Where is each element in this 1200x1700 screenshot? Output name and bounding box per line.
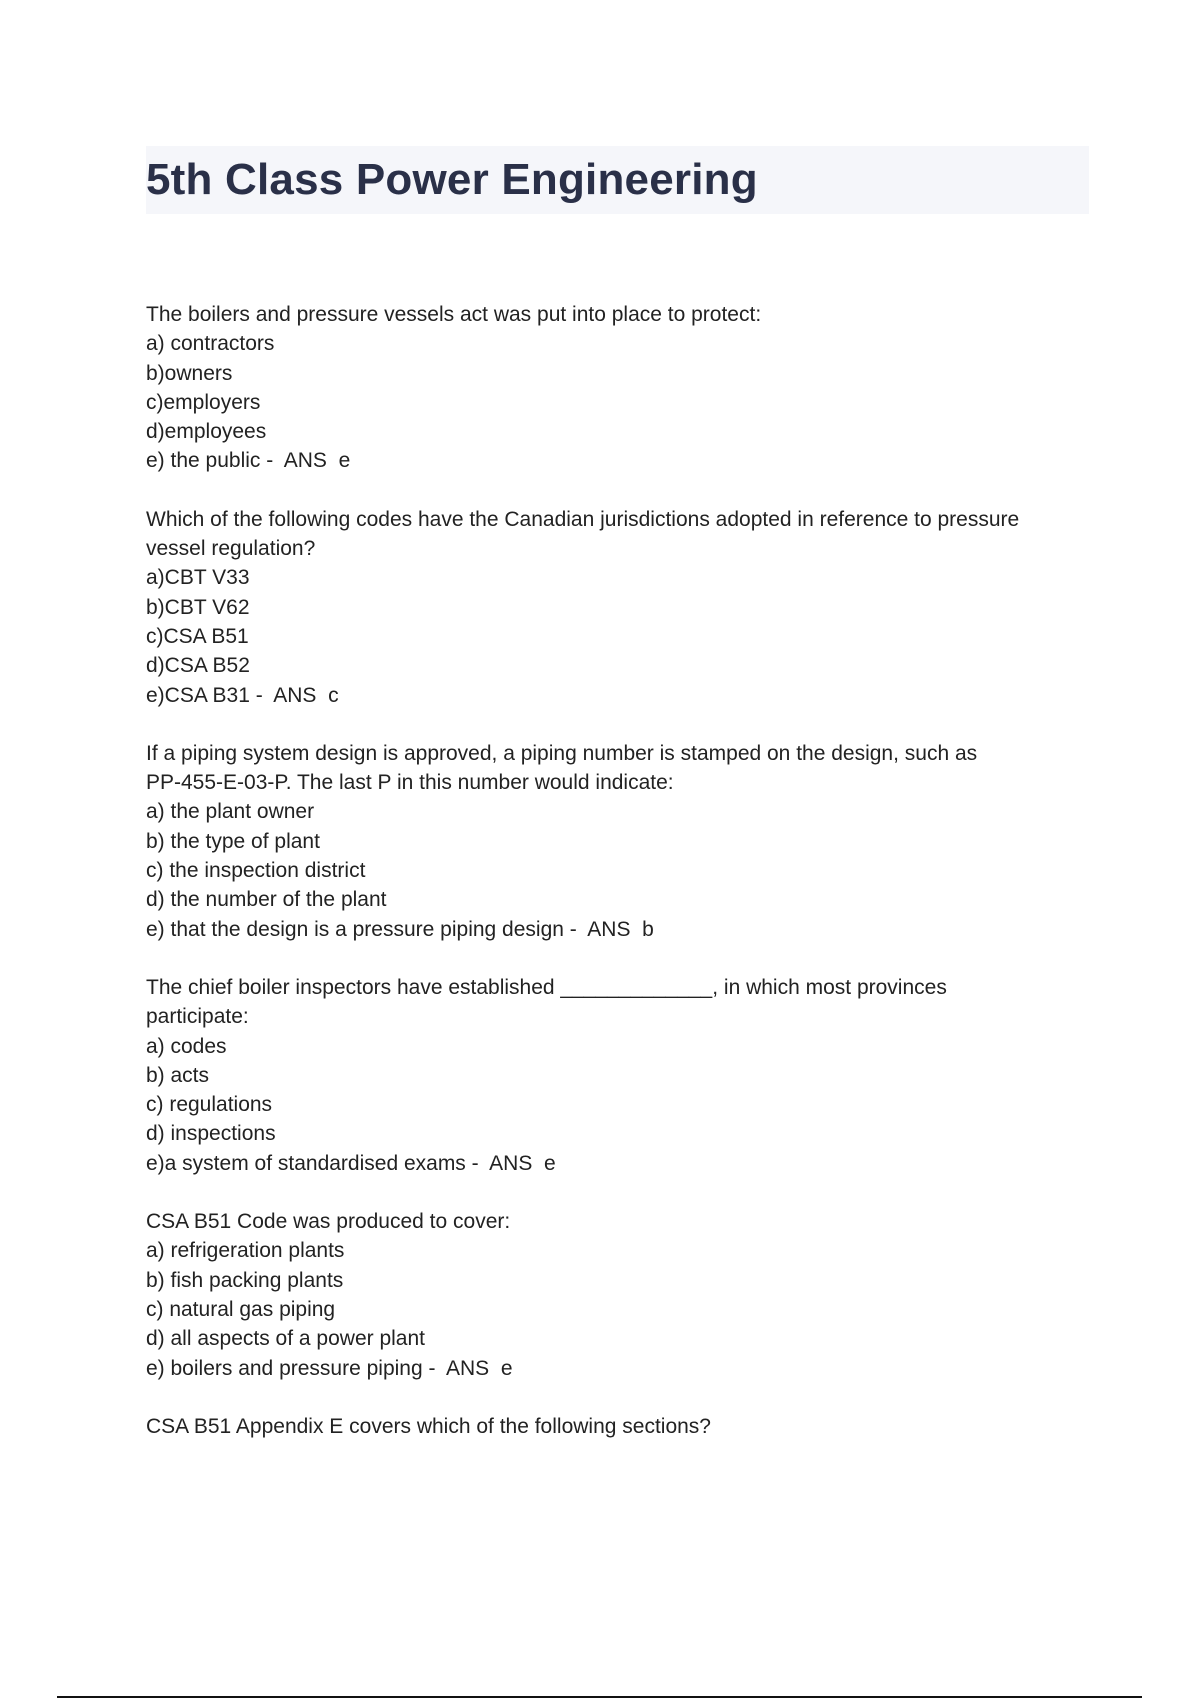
answer-option: b)owners	[146, 361, 233, 385]
answer-option-with-answer: e)a system of standardised exams - ANS e	[146, 1151, 556, 1175]
question-stem-line: The boilers and pressure vessels act was put into place to protect:	[146, 303, 762, 326]
answer-option: c)CSA B51	[146, 624, 249, 648]
answer-option: c) the inspection district	[146, 859, 366, 883]
question-2	[146, 505, 1086, 710]
answer-option-with-answer: e) that the design is a pressure piping design - ANS b	[146, 917, 654, 941]
answer-option: a) contractors	[146, 332, 275, 356]
question-stem-line: participate:	[146, 1005, 249, 1029]
answer-option-with-answer: e) the public - ANS e	[146, 449, 351, 473]
question-1	[146, 300, 1086, 476]
answer-option: b) acts	[146, 1063, 210, 1087]
answer-option: d)employees	[146, 420, 267, 444]
answer-option: d) inspections	[146, 1122, 276, 1146]
question-5	[146, 1207, 1086, 1383]
answer-option: a) the plant owner	[146, 800, 315, 824]
answer-option: d)CSA B52	[146, 654, 250, 678]
answer-option: c) regulations	[146, 1093, 273, 1117]
answer-option: b) the type of plant	[146, 829, 320, 853]
answer-option: a)CBT V33	[146, 566, 250, 590]
question-stem-line: The chief boiler inspectors have established _____________, in which most provinces	[146, 975, 947, 999]
question-4	[146, 973, 1086, 1178]
question-list	[146, 300, 1086, 1470]
question-stem-line: CSA B51 Appendix E covers which of the following sections?	[146, 1414, 711, 1438]
question-stem-line: PP-455-E-03-P. The last P in this number would indicate:	[146, 771, 674, 795]
question-stem-line: vessel regulation?	[146, 537, 316, 561]
answer-option: c)employers	[146, 390, 261, 414]
footer-divider	[57, 1696, 1142, 1698]
answer-option: a) refrigeration plants	[146, 1239, 345, 1263]
answer-option-with-answer: e) boilers and pressure piping - ANS e	[146, 1356, 513, 1380]
answer-option: a) codes	[146, 1034, 227, 1058]
question-stem-line: Which of the following codes have the Canadian jurisdictions adopted in reference to pressure	[146, 507, 1020, 531]
title-band	[146, 146, 1089, 214]
question-stem-line: If a piping system design is approved, a piping number is stamped on the design, such as	[146, 741, 978, 765]
answer-option: d) the number of the plant	[146, 888, 387, 912]
page-title: 5th Class Power Engineering	[146, 155, 758, 204]
question-3	[146, 739, 1086, 944]
answer-option: d) all aspects of a power plant	[146, 1327, 425, 1351]
answer-option-with-answer: e)CSA B31 - ANS c	[146, 683, 339, 707]
question-stem-line: CSA B51 Code was produced to cover:	[146, 1210, 511, 1234]
answer-option: c) natural gas piping	[146, 1297, 336, 1321]
answer-option: b)CBT V62	[146, 595, 250, 619]
answer-option: b) fish packing plants	[146, 1268, 344, 1292]
question-6	[146, 1412, 1086, 1441]
